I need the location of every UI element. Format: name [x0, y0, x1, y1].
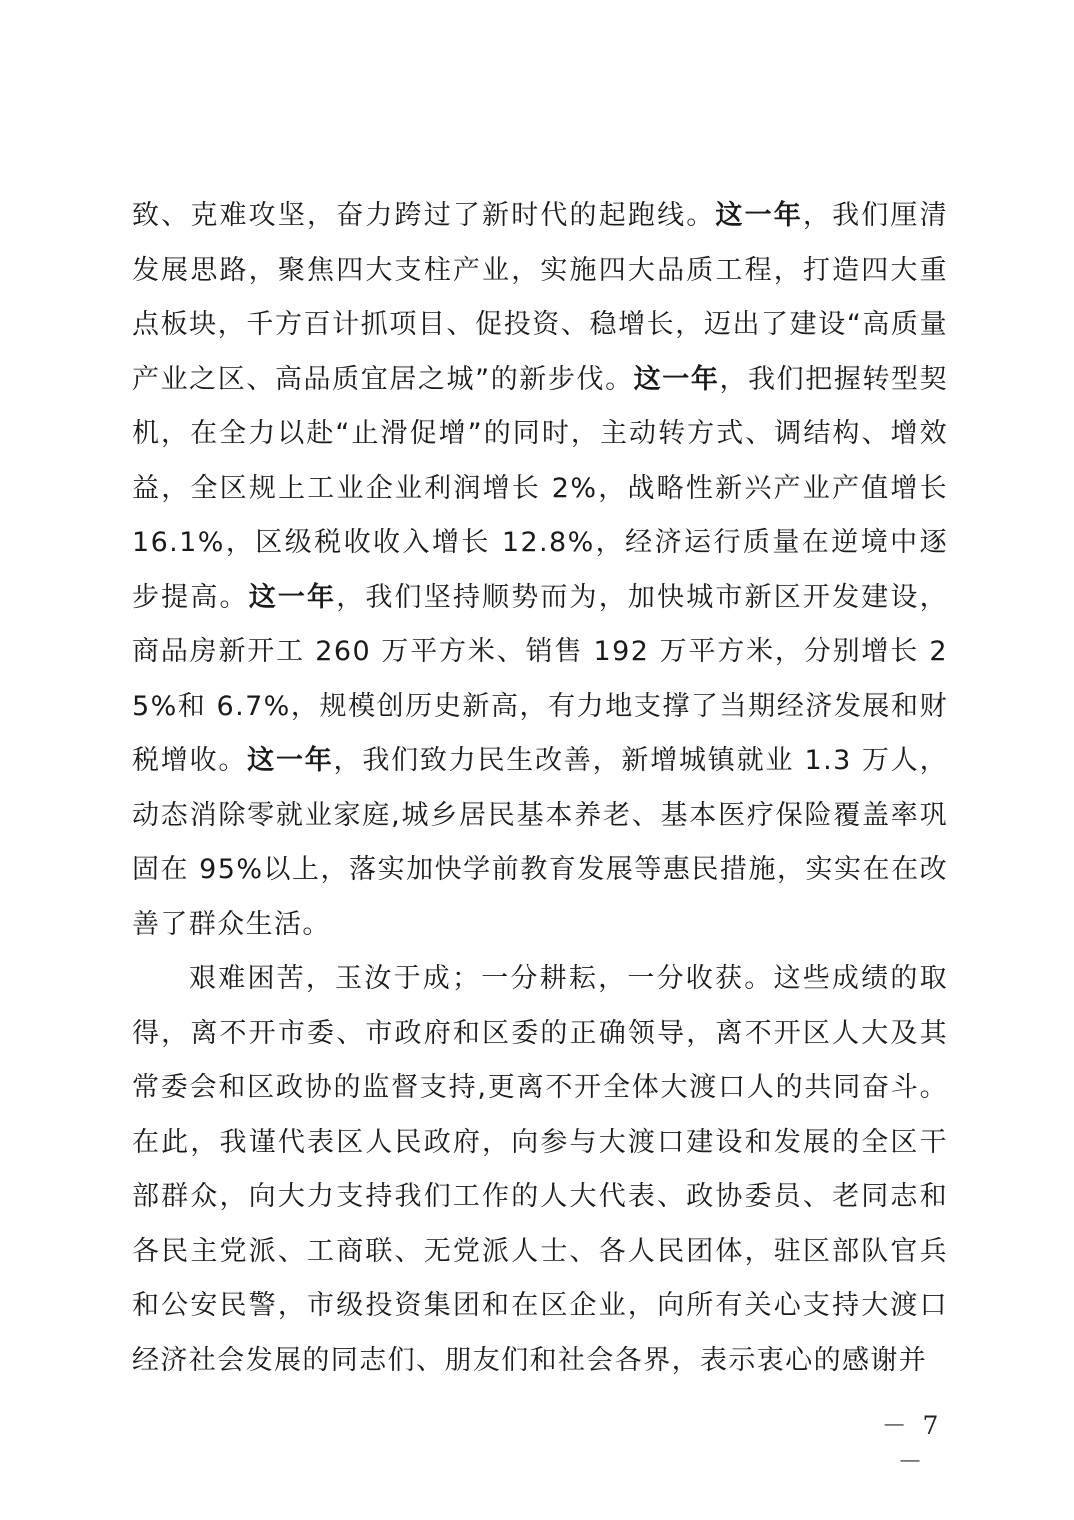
- text-segment: 致、克难攻坚，奋力跨过了新时代的起跑线。: [132, 200, 716, 231]
- text-segment: ，我们厘清发展思路，聚焦四大支柱产业，实施四大品质工程，打造四大重点板块，千方百计抓项目、促投资、稳增长，迈出了建设“高质量产业之区、高品质宜居之城”的新步伐。: [132, 200, 949, 395]
- paragraph-1: [132, 189, 948, 952]
- paragraph-2: [132, 952, 948, 1388]
- text-segment: ，我们把握转型契机，在全力以赴“止滑促增”的同时，主动转方式、调结构、增效益，全区规上工业企业利润增长 2%，战略性新兴产业产值增长 16.1%，区级税收收入增长 12.8%，经济运行质量在逆境中逐步提高。: [132, 363, 949, 613]
- text-segment: ，我们坚持顺势而为，加快城市新区开发建设，商品房新开工 260 万平方米、销售 192 万平方米，分别增长 25%和 6.7%，规模创历史新高，有力地支撑了当期经济发展和财税增收。: [132, 581, 948, 776]
- text-segment: ，我们致力民生改善，新增城镇就业 1.3 万人，动态消除零就业家庭,城乡居民基本养老、基本医疗保险覆盖率巩固在 95%以上，落实加快学前教育发展等惠民措施，实实在在改善了群众生活。: [132, 745, 949, 940]
- page-number: － 7 －: [881, 1411, 943, 1476]
- bold-keyword: 这一年: [715, 200, 803, 231]
- bold-keyword: 这一年: [247, 745, 334, 776]
- bold-keyword: 这一年: [248, 581, 337, 613]
- body-text: [132, 189, 948, 1388]
- text-segment: 艰难困苦，玉汝于成；一分耕耘，一分收获。这些成绩的取得，离不开市委、市政府和区委的正确领导，离不开区人大及其常委会和区政协的监督支持,更离不开全体大渡口人的共同奋斗。在此，我谨代表区人民政府，向参与大渡口建设和发展的全区干部群众，向大力支持我们工作的人大代表、政协委员、老同志和各民主党派、工商联、无党派人士、各人民团体，驻区部队官兵和公安民警，市级投资集团和在区企业，向所有关心支持大渡口经济社会发展的同志们、朋友们和社会各界，表示衷心的感谢并: [132, 963, 948, 1376]
- bold-keyword: 这一年: [633, 363, 720, 395]
